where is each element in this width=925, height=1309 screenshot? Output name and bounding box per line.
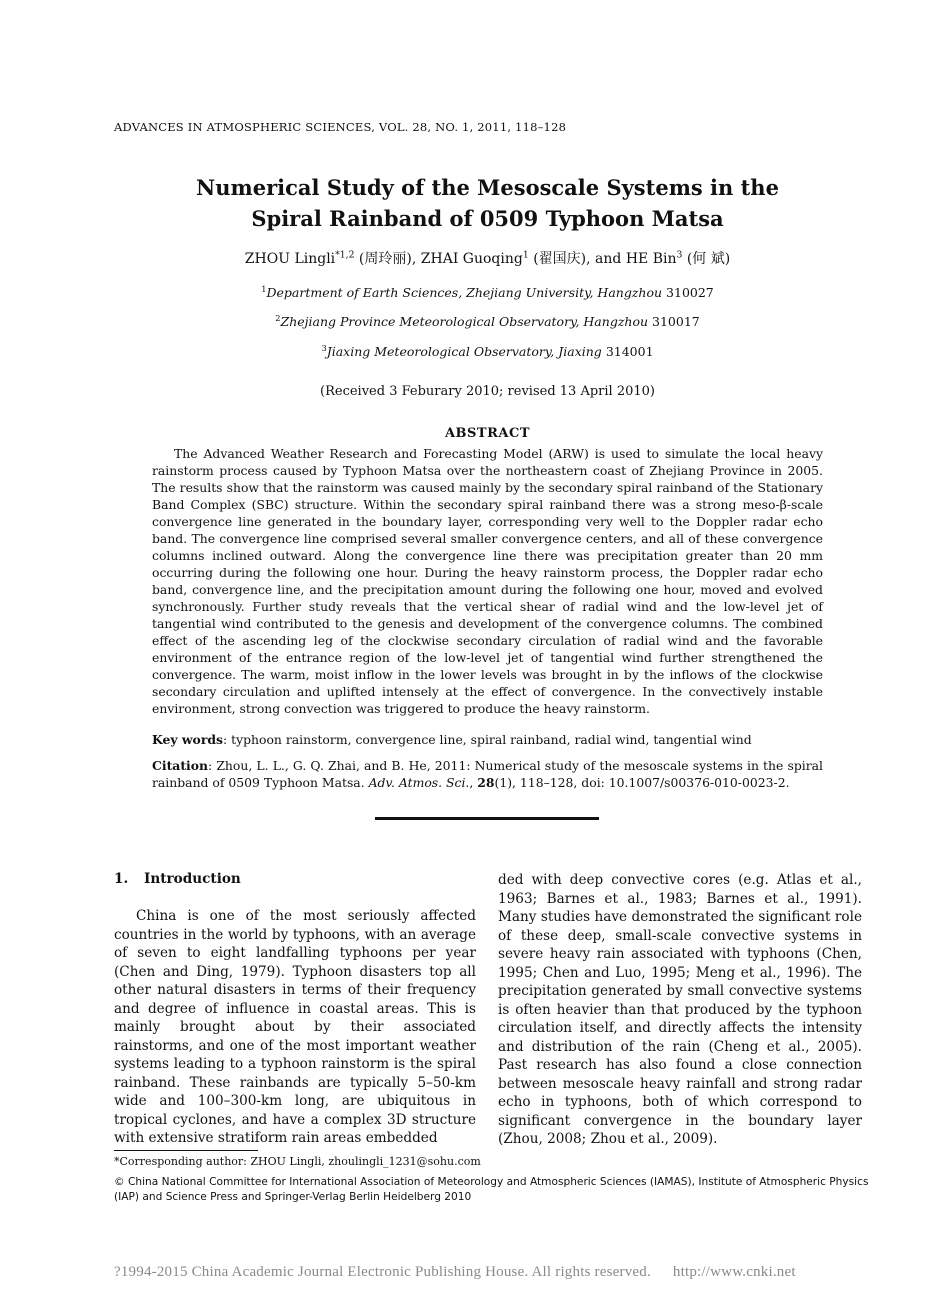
author-superscript: *1,2 xyxy=(335,249,355,261)
keywords-list: : typhoon rainstorm, convergence line, spiral rainband, radial wind, tangential wind xyxy=(223,732,752,747)
watermark-url[interactable]: http://www.cnki.net xyxy=(672,1264,796,1280)
section-divider xyxy=(375,817,599,820)
abstract-text: The Advanced Weather Research and Forecasting Model (ARW) is used to simulate the local heavy rainstorm process caused by Typhoon Matsa over the northeastern coast of Zhejiang Province in 2005. The results show that the rainstorm was caused mainly by the secondary spiral rainband of the Stationary Band Complex (SBC) structure. Within the secondary spiral rainband there was a strong meso-β-scale convergence line generated in the boundary layer, corresponding very well to the Doppler radar echo band. The convergence line comprised several smaller convergence centers, and all of these convergence columns inclined outward. Along the convergence line there was precipitation greater than 20 mm occurring during the following one hour. During the heavy rainstorm process, the Doppler radar echo band, convergence line, and the precipitation amount during the following one hour, moved and evolved synchronously. Further study reveals that the vertical shear of radial wind and the low-level jet of tangential wind contributed to the genesis and development of the convergence columns. The combined effect of the ascending leg of the clockwise secondary circulation of radial wind and the favorable environment of the entrance region of the low-level jet of tangential wind further strengthened the convergence. The warm, moist inflow in the lower levels was brought in by the inflows of the clockwise secondary circulation and uplifted intensely at the effect of convergence. In the convectively instable environment, strong convection was triggered to produce the heavy rainstorm. xyxy=(152,446,823,716)
corresponding-author-footnote: *Corresponding author: ZHOU Lingli, zhoulingli_1231@sohu.com xyxy=(114,1155,481,1168)
citation-journal: Adv. Atmos. Sci. xyxy=(368,775,470,790)
title-line-1: Numerical Study of the Mesoscale Systems in the xyxy=(196,175,779,200)
affiliation-2 xyxy=(0,314,925,329)
citation-text: : Zhou, L. L., G. Q. Zhai, and B. He, 2011: Numerical study of the mesoscale systems in the spiral rainband of 0509 Typhoon Matsa. xyxy=(152,758,823,790)
intro-left-column: China is one of the most seriously affected countries in the world by typhoons, with an average of seven to eight landfalling typhoons per year (Chen and Ding, 1979). Typhoon disasters top all other natural disasters in terms of their frequency and degree of influence in coastal areas. This is mainly brought about by their associated rainstorms, and one of the most important weather systems leading to a typhoon rainstorm is the spiral rainband. These rainbands are typically 5–50-km wide and 100–300-km long, are ubiquitous in tropical cyclones, and have a complex 3D structure with extensive stratiform rain areas embedded xyxy=(114,908,476,1146)
cnki-watermark xyxy=(114,1264,796,1281)
keywords-label: Key words xyxy=(152,732,223,747)
affiliation-text: Jiaxing Meteorological Observatory, Jiaxing xyxy=(326,344,602,359)
affiliation-superscript: 3 xyxy=(321,342,327,353)
affiliation-postcode: 310027 xyxy=(666,285,714,300)
author-name: ZHOU Lingli xyxy=(244,251,336,267)
intro-right-column: ded with deep convective cores (e.g. Atlas et al., 1963; Barnes et al., 1983; Barnes et al., 1991). Many studies have demonstrated the significant role of these deep, small-scale convective systems in severe heavy rain associated with typhoons (Chen, 1995; Chen and Luo, 1995; Meng et al., 1996). The precipitation generated by small convective systems is often heavier than that produced by the typhoon circulation itself, and directly affects the intensity and distribution of the rain (Cheng et al., 2005). Past research has also found a close connection between mesoscale heavy rainfall and strong radar echo in typhoons, both of which correspond to significant convergence in the boundary layer (Zhou, 2008; Zhou et al., 2009). xyxy=(498,872,862,1147)
watermark-text: ?1994-2015 China Academic Journal Electronic Publishing House. All rights reserved. xyxy=(114,1264,651,1280)
affiliation-postcode: 310017 xyxy=(652,314,700,329)
author-superscript: 3 xyxy=(676,249,683,261)
citation-separator: , xyxy=(469,775,478,790)
title-line-2: Spiral Rainband of 0509 Typhoon Matsa xyxy=(251,206,724,231)
journal-header: ADVANCES IN ATMOSPHERIC SCIENCES, VOL. 28, NO. 1, 2011, 118–128 xyxy=(114,120,567,134)
copyright-notice: © China National Committee for International Association of Meteorology and Atmospheric Sciences (IAMAS), Institute of Atmospheric Physics (IAP) and Science Press and Springer-Verlag Berlin Heidelberg 2010 xyxy=(114,1176,869,1203)
keywords xyxy=(152,732,823,747)
citation-volume: 28 xyxy=(477,775,495,790)
received-dates: (Received 3 Feburary 2010; revised 13 April 2010) xyxy=(320,384,655,399)
section-title: Introduction xyxy=(144,871,241,887)
affiliation-superscript: 2 xyxy=(275,312,281,323)
author-chinese-name: (周玲丽) xyxy=(358,251,412,267)
author-superscript: 1 xyxy=(522,249,529,261)
author-name: HE Bin xyxy=(625,251,677,267)
affiliation-postcode: 314001 xyxy=(605,344,654,359)
section-heading xyxy=(114,871,241,887)
paper-title xyxy=(0,172,925,234)
citation-pages-doi: (1), 118–128, doi: 10.1007/s00376-010-0023-2. xyxy=(494,775,790,790)
affiliation-text: Department of Earth Sciences, Zhejiang University, Hangzhou xyxy=(266,285,663,300)
affiliation-text: Zhejiang Province Meteorological Observatory, Hangzhou xyxy=(280,314,649,329)
author-name: ZHAI Guoqing xyxy=(420,251,523,267)
affiliation-3 xyxy=(0,344,925,359)
author-chinese-name: (翟国庆) xyxy=(533,251,587,267)
author-separator: , xyxy=(411,251,421,267)
author-list xyxy=(0,248,925,268)
author-chinese-name: (何 斌) xyxy=(686,251,731,267)
footnote-rule xyxy=(114,1150,258,1151)
affiliation-1 xyxy=(0,285,925,300)
author-separator: , and xyxy=(586,251,626,267)
affiliation-superscript: 1 xyxy=(261,283,267,294)
abstract-heading: ABSTRACT xyxy=(444,426,531,441)
citation xyxy=(152,757,823,791)
section-number: 1. xyxy=(114,871,129,887)
citation-label: Citation xyxy=(152,758,209,773)
